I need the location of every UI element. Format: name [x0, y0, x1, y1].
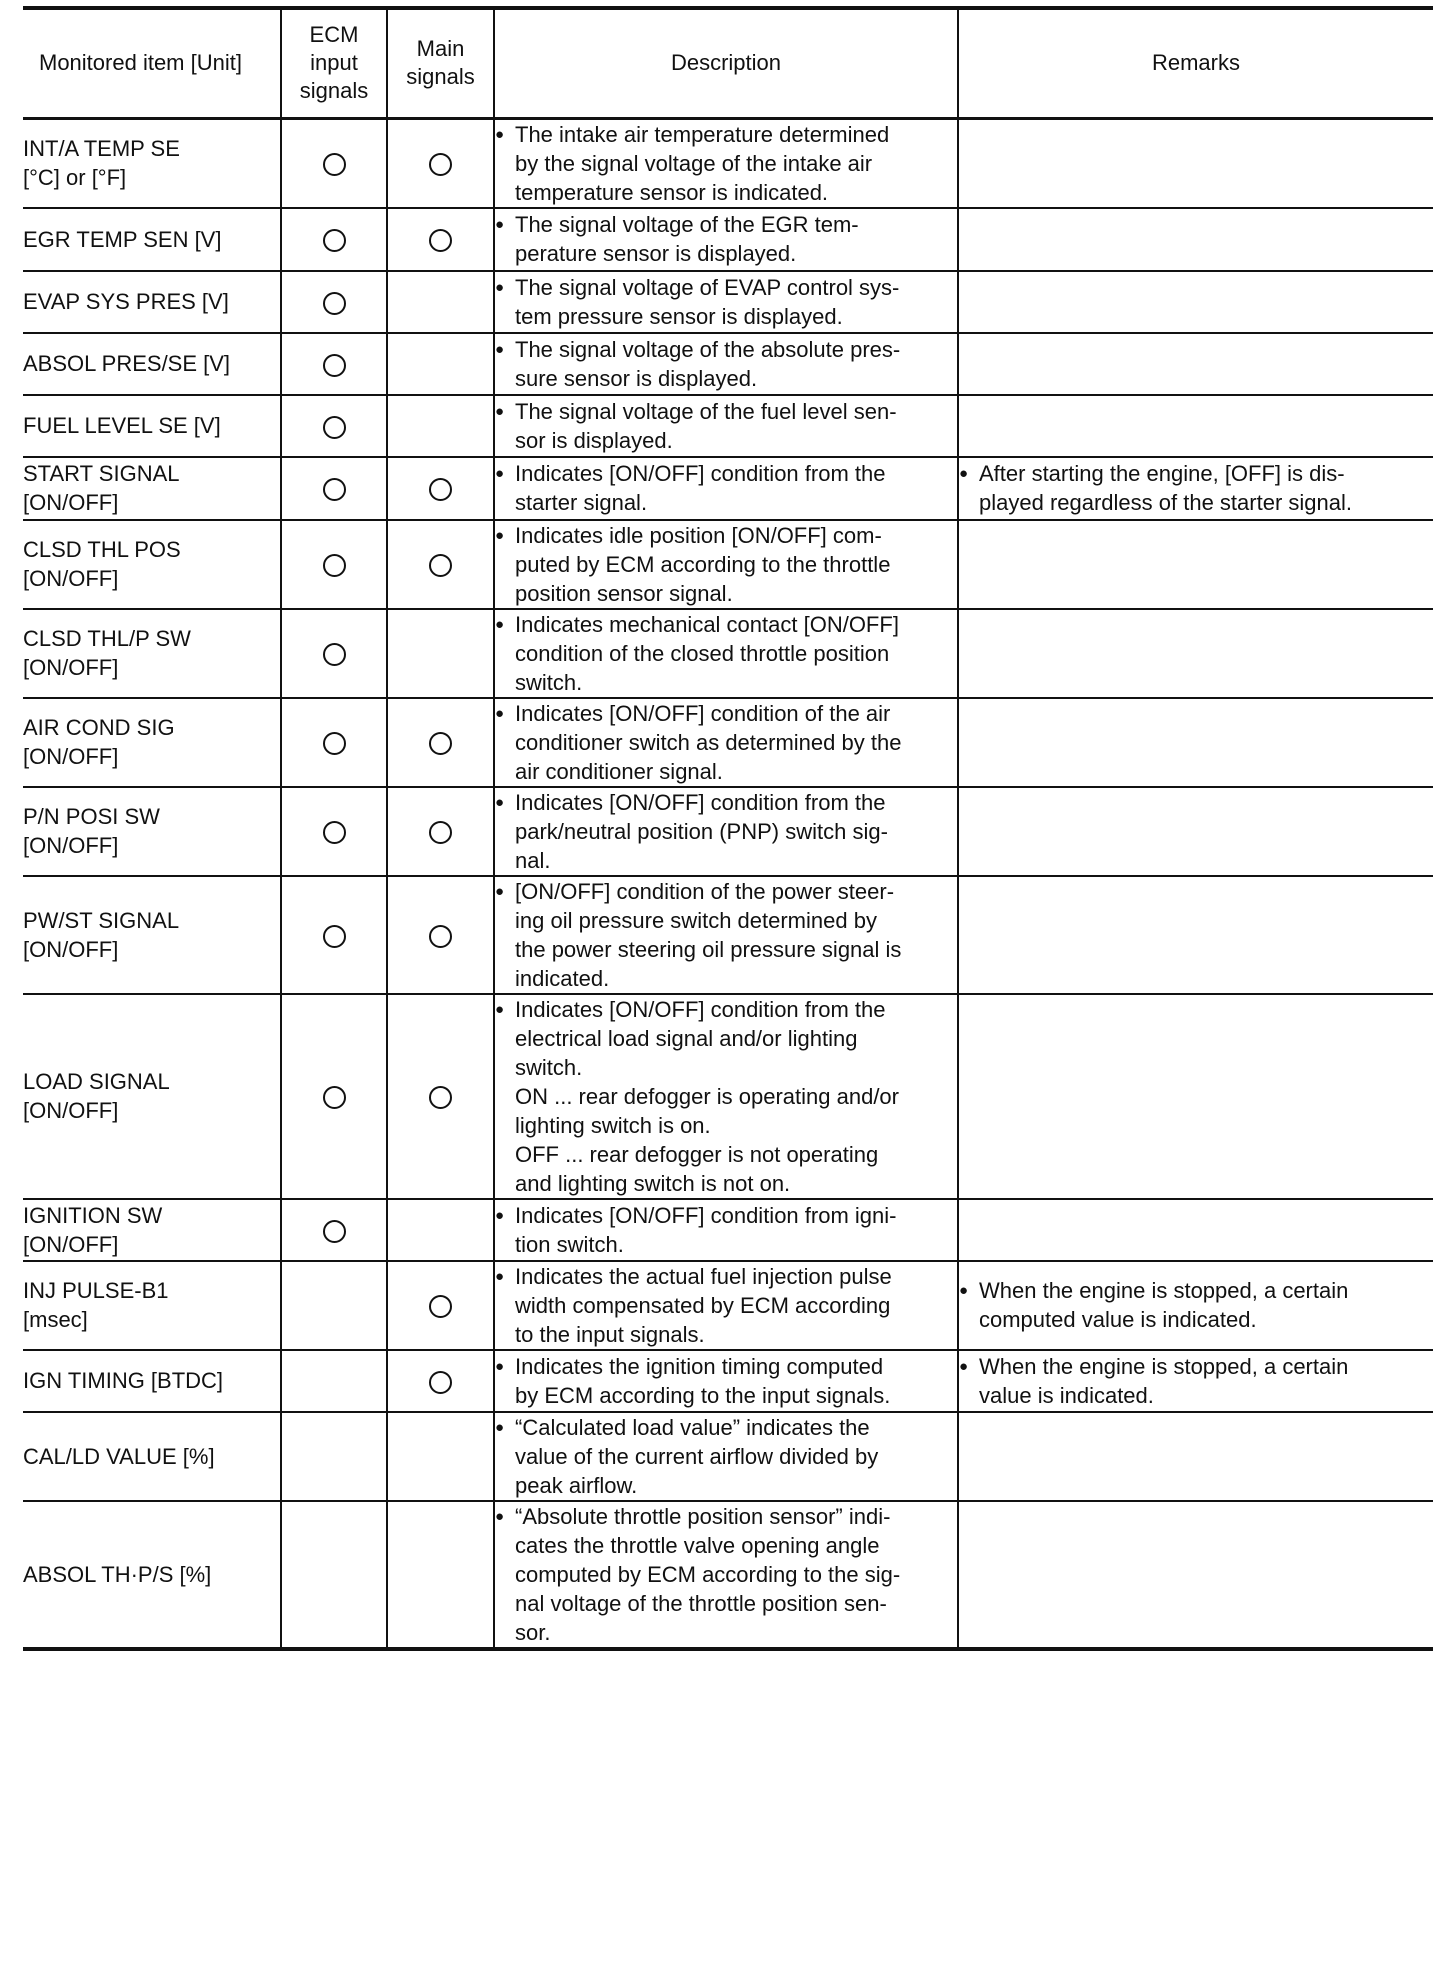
bullet-icon: ●	[495, 1418, 505, 1436]
remarks-cell	[958, 994, 1433, 1199]
ecm-input-signal-cell	[281, 698, 387, 787]
remarks-cell	[958, 698, 1433, 787]
ecm-input-signal-cell	[281, 1261, 387, 1350]
circle-mark-icon	[429, 732, 452, 755]
bullet-icon: ●	[495, 125, 505, 143]
ecm-input-signal-cell	[281, 876, 387, 994]
header-description: Description	[494, 8, 958, 118]
bullet-icon: ●	[495, 793, 505, 811]
description-text: Indicates [ON/OFF] condition from igni- tion switch.	[515, 1202, 897, 1257]
bullet-icon: ●	[959, 465, 969, 482]
description-cell	[494, 787, 958, 876]
table-row	[23, 520, 1433, 609]
table-row	[23, 1501, 1433, 1649]
monitored-item-cell	[23, 457, 281, 520]
main-signal-cell	[387, 787, 494, 876]
main-signal-cell	[387, 1350, 494, 1412]
main-signal-cell	[387, 1199, 494, 1261]
remark-text: After starting the engine, [OFF] is dis- played regardless of the starter signal.	[979, 461, 1352, 515]
circle-mark-icon	[323, 229, 346, 252]
remarks-cell	[958, 520, 1433, 609]
header-monitored-item: Monitored item [Unit]	[23, 8, 281, 118]
monitored-item-cell	[23, 1199, 281, 1261]
ecm-input-signal-cell	[281, 1501, 387, 1649]
ecm-input-signal-cell	[281, 1412, 387, 1501]
monitored-item-cell	[23, 271, 281, 333]
monitored-item-cell	[23, 1501, 281, 1649]
main-signal-cell	[387, 333, 494, 395]
monitored-item-cell	[23, 333, 281, 395]
circle-mark-icon	[429, 153, 452, 176]
table-row	[23, 208, 1433, 271]
circle-mark-icon	[429, 554, 452, 577]
bullet-icon: ●	[495, 278, 505, 296]
description-cell	[494, 457, 958, 520]
circle-mark-icon	[429, 478, 452, 501]
bullet-icon: ●	[495, 465, 505, 482]
monitored-item-cell	[23, 1412, 281, 1501]
monitored-item-cell	[23, 118, 281, 208]
remarks-cell	[958, 457, 1433, 520]
remarks-cell	[958, 609, 1433, 698]
table-row	[23, 698, 1433, 787]
monitored-item-label: INJ PULSE-B1 [msec]	[23, 1278, 169, 1332]
bullet-icon: ●	[495, 402, 505, 420]
monitored-items-table	[23, 6, 1433, 1651]
description-text: [ON/OFF] condition of the power steer- ing oil pressure switch determined by the power steering oil pressure signal is indicated.	[515, 878, 902, 991]
description-cell	[494, 994, 958, 1199]
description-text: Indicates [ON/OFF] condition from the electrical load signal and/or lighting switch. ON ... rear defogger is operating and/or lighting switch is on. OFF ... rear defogger is not operating and lighting switch is not on.	[515, 996, 899, 1196]
description-text: The signal voltage of the EGR tem- perature sensor is displayed.	[515, 212, 859, 266]
circle-mark-icon	[323, 821, 346, 844]
ecm-input-signal-cell	[281, 118, 387, 208]
monitored-item-label: INT/A TEMP SE [°C] or [°F]	[23, 136, 180, 190]
main-signal-cell	[387, 208, 494, 271]
circle-mark-icon	[323, 732, 346, 755]
header-main-signals: Main signals	[387, 8, 494, 118]
monitored-item-label: ABSOL TH·P/S [%]	[23, 1561, 212, 1587]
bullet-icon: ●	[495, 615, 505, 633]
monitored-item-label: EVAP SYS PRES [V]	[23, 289, 229, 314]
monitored-item-cell	[23, 1350, 281, 1412]
main-signal-cell	[387, 1412, 494, 1501]
main-signal-cell	[387, 520, 494, 609]
description-text: “Calculated load value” indicates the value of the current airflow divided by peak airflow.	[515, 1414, 879, 1498]
bullet-icon: ●	[959, 1282, 969, 1299]
main-signal-cell	[387, 271, 494, 333]
monitored-item-cell	[23, 395, 281, 457]
description-cell	[494, 1412, 958, 1501]
monitored-item-label: START SIGNAL [ON/OFF]	[23, 461, 180, 515]
description-cell	[494, 333, 958, 395]
description-text: Indicates mechanical contact [ON/OFF] condition of the closed throttle position switch.	[515, 611, 899, 695]
table-row	[23, 876, 1433, 994]
circle-mark-icon	[323, 292, 346, 315]
bullet-icon: ●	[495, 216, 505, 233]
description-cell	[494, 1261, 958, 1350]
description-cell	[494, 1199, 958, 1261]
circle-mark-icon	[323, 643, 346, 666]
bullet-icon: ●	[495, 1357, 505, 1375]
monitored-item-cell	[23, 609, 281, 698]
remarks-cell	[958, 787, 1433, 876]
circle-mark-icon	[323, 153, 346, 176]
header-remarks: Remarks	[958, 8, 1433, 118]
monitored-item-label: CLSD THL/P SW [ON/OFF]	[23, 626, 191, 680]
monitored-item-label: ABSOL PRES/SE [V]	[23, 351, 231, 376]
bullet-icon: ●	[495, 1507, 505, 1525]
ecm-input-signal-cell	[281, 994, 387, 1199]
monitored-item-cell	[23, 520, 281, 609]
bullet-icon: ●	[495, 1000, 505, 1018]
description-cell	[494, 876, 958, 994]
table-row	[23, 457, 1433, 520]
bullet-icon: ●	[959, 1357, 969, 1375]
remarks-cell	[958, 1261, 1433, 1350]
description-cell	[494, 698, 958, 787]
description-text: Indicates idle position [ON/OFF] com- puted by ECM according to the throttle position sensor signal.	[515, 522, 891, 606]
ecm-input-signal-cell	[281, 787, 387, 876]
remarks-cell	[958, 118, 1433, 208]
monitored-item-cell	[23, 1261, 281, 1350]
circle-mark-icon	[323, 416, 346, 439]
main-signal-cell	[387, 609, 494, 698]
ecm-input-signal-cell	[281, 208, 387, 271]
table-row	[23, 1412, 1433, 1501]
ecm-input-signal-cell	[281, 1199, 387, 1261]
ecm-input-signal-cell	[281, 333, 387, 395]
bullet-icon: ●	[495, 526, 505, 544]
circle-mark-icon	[429, 1371, 452, 1394]
main-signal-cell	[387, 1501, 494, 1649]
description-cell	[494, 271, 958, 333]
monitored-item-cell	[23, 876, 281, 994]
description-text: Indicates [ON/OFF] condition from the park/neutral position (PNP) switch sig- nal.	[515, 789, 888, 873]
table-row	[23, 609, 1433, 698]
ecm-input-signal-cell	[281, 271, 387, 333]
remarks-cell	[958, 876, 1433, 994]
header-row	[23, 8, 1433, 118]
main-signal-cell	[387, 698, 494, 787]
circle-mark-icon	[429, 229, 452, 252]
monitored-item-label: IGN TIMING [BTDC]	[23, 1368, 224, 1393]
main-signal-cell	[387, 118, 494, 208]
bullet-icon: ●	[495, 340, 505, 358]
remarks-cell	[958, 333, 1433, 395]
circle-mark-icon	[323, 354, 346, 377]
table-row	[23, 994, 1433, 1199]
description-cell	[494, 118, 958, 208]
monitored-item-label: P/N POSI SW [ON/OFF]	[23, 804, 160, 858]
main-signal-cell	[387, 994, 494, 1199]
ecm-input-signal-cell	[281, 395, 387, 457]
circle-mark-icon	[429, 821, 452, 844]
description-text: Indicates the actual fuel injection pulse width compensated by ECM according to the input signals.	[515, 1263, 892, 1347]
circle-mark-icon	[429, 925, 452, 948]
description-cell	[494, 520, 958, 609]
description-text: The signal voltage of the fuel level sen- sor is displayed.	[515, 398, 897, 453]
ecm-input-signal-cell	[281, 520, 387, 609]
monitored-item-cell	[23, 698, 281, 787]
circle-mark-icon	[323, 1220, 346, 1243]
monitored-item-label: PW/ST SIGNAL [ON/OFF]	[23, 907, 180, 962]
circle-mark-icon	[323, 554, 346, 577]
table-row	[23, 118, 1433, 208]
monitored-item-label: AIR COND SIG [ON/OFF]	[23, 715, 175, 769]
table-row	[23, 1199, 1433, 1261]
description-text: Indicates [ON/OFF] condition of the air conditioner switch as determined by the air conditioner signal.	[515, 700, 902, 784]
monitored-item-label: FUEL LEVEL SE [V]	[23, 413, 221, 438]
circle-mark-icon	[323, 478, 346, 501]
description-cell	[494, 1350, 958, 1412]
ecm-input-signal-cell	[281, 609, 387, 698]
monitored-item-cell	[23, 208, 281, 271]
remarks-cell	[958, 1350, 1433, 1412]
description-text: Indicates the ignition timing computed by ECM according to the input signals.	[515, 1353, 891, 1408]
monitored-item-cell	[23, 787, 281, 876]
table-row	[23, 333, 1433, 395]
monitored-item-label: LOAD SIGNAL [ON/OFF]	[23, 1069, 170, 1123]
monitored-item-label: IGNITION SW [ON/OFF]	[23, 1202, 163, 1257]
ecm-input-signal-cell	[281, 457, 387, 520]
bullet-icon: ●	[495, 882, 505, 900]
monitored-item-label: CLSD THL POS [ON/OFF]	[23, 537, 181, 591]
table-row	[23, 787, 1433, 876]
description-cell	[494, 395, 958, 457]
monitored-item-label: EGR TEMP SEN [V]	[23, 226, 222, 252]
description-cell	[494, 208, 958, 271]
table-row	[23, 271, 1433, 333]
description-cell	[494, 609, 958, 698]
header-ecm-input-signals: ECM input signals	[281, 8, 387, 118]
monitored-item-label: CAL/LD VALUE [%]	[23, 1443, 215, 1469]
circle-mark-icon	[323, 925, 346, 948]
bullet-icon: ●	[495, 704, 505, 722]
description-text: Indicates [ON/OFF] condition from the starter signal.	[515, 461, 886, 515]
remarks-cell	[958, 395, 1433, 457]
bullet-icon: ●	[495, 1267, 505, 1285]
remarks-cell	[958, 271, 1433, 333]
bullet-icon: ●	[495, 1206, 505, 1224]
ecm-input-signal-cell	[281, 1350, 387, 1412]
main-signal-cell	[387, 876, 494, 994]
remarks-cell	[958, 208, 1433, 271]
remarks-cell	[958, 1199, 1433, 1261]
remarks-cell	[958, 1501, 1433, 1649]
main-signal-cell	[387, 457, 494, 520]
description-text: The signal voltage of the absolute pres- sure sensor is displayed.	[515, 336, 901, 391]
remarks-cell	[958, 1412, 1433, 1501]
main-signal-cell	[387, 395, 494, 457]
monitored-item-cell	[23, 994, 281, 1199]
description-text: “Absolute throttle position sensor” indi- cates the throttle valve opening angle computed by ECM according to the sig- nal voltage of the throttle position sen- sor.	[515, 1503, 901, 1645]
description-cell	[494, 1501, 958, 1649]
table-row	[23, 1350, 1433, 1412]
circle-mark-icon	[429, 1086, 452, 1109]
remark-text: When the engine is stopped, a certain value is indicated.	[979, 1353, 1349, 1408]
circle-mark-icon	[429, 1295, 452, 1318]
description-text: The signal voltage of EVAP control sys- tem pressure sensor is displayed.	[515, 274, 900, 329]
table-row	[23, 1261, 1433, 1350]
description-text: The intake air temperature determined by the signal voltage of the intake air temperature sensor is indicated.	[515, 121, 890, 205]
circle-mark-icon	[323, 1086, 346, 1109]
main-signal-cell	[387, 1261, 494, 1350]
table-row	[23, 395, 1433, 457]
remark-text: When the engine is stopped, a certain computed value is indicated.	[979, 1278, 1349, 1332]
